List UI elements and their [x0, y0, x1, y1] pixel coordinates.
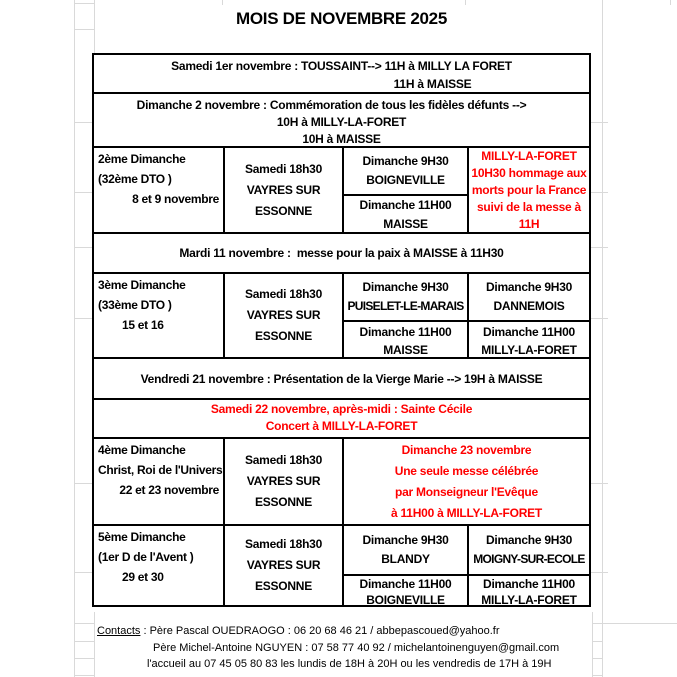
- gridline: [592, 641, 602, 642]
- mass-line: Dimanche 11H00: [483, 576, 575, 591]
- saturday-mass-cell: [223, 274, 342, 357]
- mass-line: MAISSE: [383, 342, 428, 357]
- date-line: 2ème Dimanche: [98, 152, 186, 166]
- footer-contacts-line2: Père Michel-Antoine NGUYEN : 07 58 77 40 92 / michelantoinenguyen@gmail.com: [153, 642, 560, 654]
- mass-line: Dimanche 11H00: [359, 198, 452, 212]
- gridline: [94, 612, 95, 677]
- banner-row-presentation: [94, 357, 589, 398]
- date-line: (32ème DTO ): [98, 172, 172, 186]
- gridline: [74, 122, 92, 123]
- sunday-mass-cell: [344, 574, 467, 607]
- mass-line: VAYRES SUR: [246, 182, 321, 197]
- date-line: 22 et 23 novembre: [119, 483, 219, 497]
- saturday-mass-cell: [223, 526, 342, 605]
- footer-contacts-line1: [97, 624, 500, 638]
- date-cell: [94, 274, 223, 357]
- gridline: [74, 658, 94, 659]
- gridline: [592, 658, 602, 659]
- banner-row-sainte-cecile: [94, 398, 589, 437]
- special-line: 11H: [518, 216, 540, 231]
- banner-line: 10H à MILLY-LA-FORET: [276, 115, 407, 129]
- special-event-cell: [342, 439, 589, 524]
- date-line: 29 et 30: [122, 570, 164, 584]
- special-line: Dimanche 23 novembre: [401, 442, 532, 457]
- gridline: [591, 122, 608, 123]
- mass-line: Dimanche 9H30: [485, 280, 573, 294]
- special-line: à 11H00 à MILLY-LA-FORET: [391, 505, 542, 520]
- mass-line: Dimanche 9H30: [362, 280, 449, 294]
- banner-line: Samedi 22 novembre, après-midi : Sainte Cécile: [210, 402, 473, 416]
- date-line: 15 et 16: [122, 318, 164, 332]
- special-line: Une seule messe célébrée: [394, 463, 539, 478]
- mass-line: Dimanche 11H00: [359, 324, 452, 339]
- mass-line: Dimanche 11H00: [359, 576, 452, 591]
- mass-line: VAYRES SUR: [246, 474, 321, 488]
- mass-line: Samedi 18h30: [244, 453, 323, 467]
- schedule-row-4eme-dimanche: [94, 437, 589, 524]
- mass-line: Dimanche 9H30: [362, 533, 449, 547]
- gridline: [602, 0, 603, 677]
- date-line: Christ, Roi de l'Univers: [98, 463, 223, 477]
- banner-line: Concert à MILLY-LA-FORET: [265, 419, 418, 433]
- date-cell: [94, 526, 223, 605]
- schedule-row-5eme-dimanche: [94, 524, 589, 605]
- gridline: [591, 572, 608, 573]
- banner-row-toussaint: [94, 55, 589, 92]
- gridline: [222, 0, 223, 5]
- date-line: 5ème Dimanche: [98, 530, 186, 544]
- gridline: [74, 572, 92, 573]
- contacts-line1-text: : Père Pascal OUEDRAOGO : 06 20 68 46 21 / abbepascoued@yahoo.fr: [140, 625, 500, 637]
- gridline: [74, 318, 92, 319]
- schedule-row-3eme-dimanche: [94, 272, 589, 357]
- gridline: [465, 0, 466, 5]
- date-line: (1er D de l'Avent ): [98, 550, 194, 564]
- mass-line: BOIGNEVILLE: [366, 592, 445, 607]
- page-title: MOIS DE NOVEMBRE 2025: [236, 9, 447, 28]
- date-line: (33ème DTO ): [98, 298, 172, 312]
- sunday-mass-cell: [344, 148, 467, 194]
- mass-line: MOIGNY-SUR-ECOLE: [473, 552, 585, 566]
- banner-line: 11H à MAISSE: [393, 77, 472, 91]
- mass-line: ESSONNE: [255, 203, 312, 218]
- special-line: MILLY-LA-FORET: [481, 148, 577, 163]
- sunday-mass-cell: [344, 194, 467, 234]
- contacts-label: Contacts: [97, 625, 141, 637]
- mass-line: MILLY-LA-FORET: [481, 342, 577, 357]
- schedule-row-2eme-dimanche: [94, 146, 589, 232]
- sunday-mass-cell: [344, 274, 467, 320]
- schedule-table: [92, 53, 591, 607]
- banner-line: 10H à MAISSE: [302, 132, 381, 146]
- sunday-mass-cell: [469, 526, 589, 574]
- mass-line: Samedi 18h30: [244, 537, 323, 551]
- sunday-mass-cell: [344, 320, 467, 359]
- gridline: [74, 192, 92, 193]
- gridline: [74, 247, 92, 248]
- gridline: [74, 29, 94, 30]
- mass-line: PUISELET-LE-MARAIS: [347, 299, 464, 313]
- mass-line: MAISSE: [383, 217, 428, 231]
- gridline: [74, 641, 94, 642]
- date-line: 8 et 9 novembre: [132, 192, 219, 206]
- gridline: [74, 483, 92, 484]
- mass-line: Samedi 18h30: [244, 161, 323, 176]
- sunday-mass-column: [342, 526, 467, 605]
- mass-line: BOIGNEVILLE: [366, 173, 445, 187]
- saturday-mass-cell: [223, 439, 342, 524]
- sunday-mass-column: [467, 526, 589, 605]
- mass-line: VAYRES SUR: [246, 308, 321, 322]
- banner-line: Vendredi 21 novembre : Présentation de la Vierge Marie --> 19H à MAISSE: [140, 371, 543, 386]
- gridline: [670, 0, 671, 5]
- sunday-mass-cell: [469, 574, 589, 607]
- date-cell: [94, 439, 223, 524]
- mass-line: ESSONNE: [255, 329, 312, 343]
- special-line: morts pour la France: [471, 182, 587, 197]
- date-line: 4ème Dimanche: [98, 443, 186, 457]
- special-event-cell: [467, 148, 589, 232]
- mass-line: Dimanche 9H30: [362, 154, 449, 168]
- gridline: [591, 318, 608, 319]
- gridline: [592, 612, 593, 677]
- mass-line: Samedi 18h30: [244, 287, 323, 301]
- gridline: [592, 675, 602, 676]
- gridline: [74, 0, 75, 677]
- banner-row-armistice: [94, 232, 589, 272]
- footer-contacts-line3: l'accueil au 07 45 05 80 83 les lundis de 18H à 20H ou les vendredis de 17H à 19H: [147, 658, 552, 670]
- sunday-mass-cell: [344, 526, 467, 574]
- date-line: 3ème Dimanche: [98, 278, 186, 292]
- sunday-mass-column: [342, 274, 467, 357]
- sunday-mass-column: [342, 148, 467, 232]
- mass-line: Dimanche 9H30: [485, 533, 573, 547]
- mass-line: ESSONNE: [255, 495, 312, 509]
- banner-line: Mardi 11 novembre : messe pour la paix à MAISSE à 11H30: [179, 246, 504, 260]
- mass-line: ESSONNE: [255, 579, 312, 593]
- date-cell: [94, 148, 223, 232]
- gridline: [591, 247, 608, 248]
- banner-row-defunts: [94, 92, 589, 146]
- sunday-mass-cell: [469, 274, 589, 320]
- special-line: 10H30 hommage aux: [471, 165, 587, 180]
- mass-line: DANNEMOIS: [493, 299, 565, 313]
- saturday-mass-cell: [223, 148, 342, 232]
- special-line: suivi de la messe à: [477, 199, 581, 214]
- sunday-mass-cell: [469, 320, 589, 359]
- mass-line: VAYRES SUR: [246, 558, 321, 572]
- gridline: [74, 623, 94, 624]
- special-line: par Monseigneur l'Evêque: [395, 484, 538, 499]
- banner-line: Dimanche 2 novembre : Commémoration de tous les fidèles défunts -->: [136, 98, 527, 112]
- mass-line: MILLY-LA-FORET: [481, 592, 577, 607]
- gridline: [592, 623, 677, 624]
- gridline: [591, 192, 608, 193]
- mass-line: Dimanche 11H00: [483, 324, 575, 339]
- banner-line: Samedi 1er novembre : TOUSSAINT--> 11H à MILLY LA FORET: [171, 59, 512, 73]
- gridline: [74, 675, 94, 676]
- gridline: [591, 483, 608, 484]
- sunday-mass-column: [467, 274, 589, 357]
- mass-line: BLANDY: [381, 552, 430, 566]
- gridline: [74, 3, 94, 4]
